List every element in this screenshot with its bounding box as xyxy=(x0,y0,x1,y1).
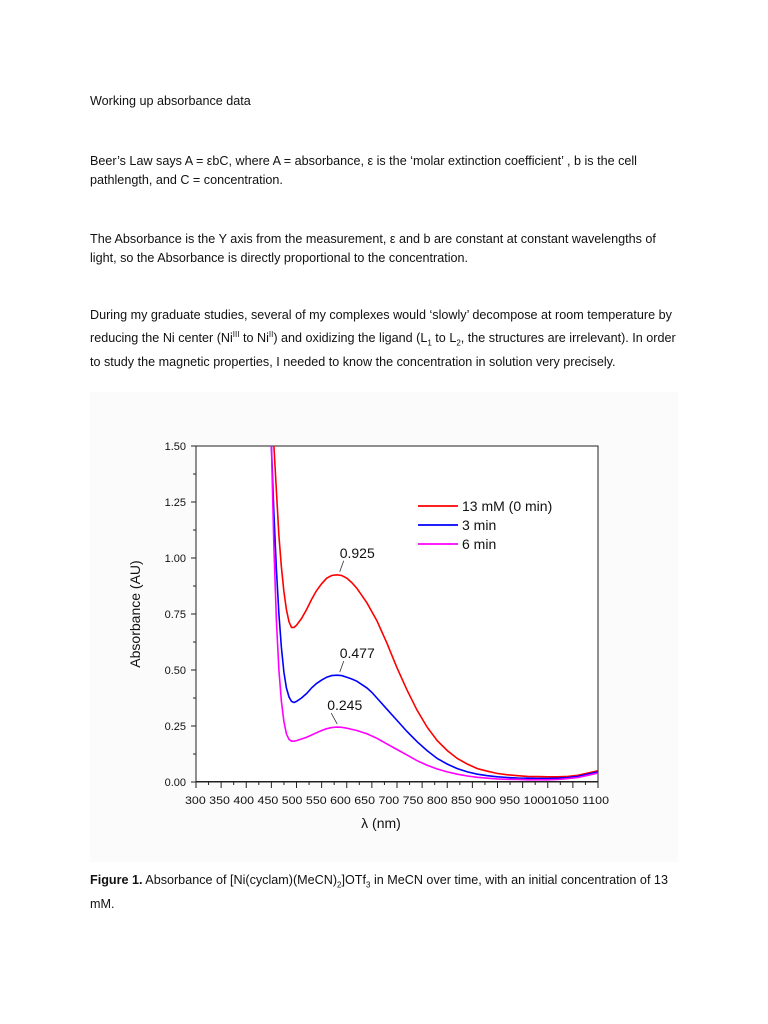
figure-caption xyxy=(90,871,682,914)
annotation-label: 0.925 xyxy=(339,544,375,561)
y-axis-title: Absorbance (AU) xyxy=(127,560,143,668)
annotation-label: 0.477 xyxy=(339,645,375,662)
ligand-subscript-2: 2 xyxy=(456,338,461,348)
y-tick-label: 0.75 xyxy=(164,609,186,621)
absorbance-chart xyxy=(90,392,678,862)
caption-subscript-2: 3 xyxy=(366,880,371,890)
y-tick-label: 1.00 xyxy=(164,553,186,565)
y-tick-label: 1.50 xyxy=(164,441,186,453)
plot-frame xyxy=(196,446,598,782)
caption-text-c: in MeCN over time, with an initial concentration of 13 mM. xyxy=(90,873,668,911)
legend-label: 13 mM (0 min) xyxy=(462,498,553,514)
absorbance-paragraph: The Absorbance is the Y axis from the measurement, ε and b are constant at constant wavelengths of light, so the Absorbance is directly proportional to the concentration. xyxy=(90,232,656,265)
annotation-label: 0.245 xyxy=(327,697,363,714)
caption-text-b: ]OTf xyxy=(341,873,366,887)
p3-text-b: to Ni xyxy=(239,331,269,346)
graduate-studies-paragraph xyxy=(90,306,682,372)
p3-text-e: , the structures are irrelevant). In order to study the magnetic properties, I needed to know the concentration in solution very precisely. xyxy=(90,331,676,369)
y-tick-label: 1.25 xyxy=(164,497,186,509)
caption-subscript-1: 2 xyxy=(337,880,342,890)
p3-text-d: to L xyxy=(431,331,457,346)
oxidation-state-iii: III xyxy=(232,330,240,339)
caption-text-a: Absorbance of [Ni(cyclam)(MeCN) xyxy=(142,873,338,887)
p3-text-a: During my graduate studies, several of my complexes would ‘slowly’ decompose at room temperature by reducing the Ni center (Ni xyxy=(90,308,672,346)
oxidation-state-ii: II xyxy=(268,330,274,339)
beers-law-paragraph: Beer’s Law says A = εbC, where A = absorbance, ε is the ‘molar extinction coefficient’ , b is the cell pathlength, and C = concentration. xyxy=(90,154,637,187)
legend-label: 6 min xyxy=(462,536,497,552)
y-tick-label: 0.00 xyxy=(164,777,186,789)
document-title: Working up absorbance data xyxy=(90,94,251,108)
figure-label: Figure 1. xyxy=(90,873,143,887)
y-tick-label: 0.50 xyxy=(164,665,186,677)
x-tick-labels: 300 350 400 450 500 550 600 650 700 750 800 850 900 950 10001050 1100 xyxy=(185,795,609,807)
legend-label: 3 min xyxy=(462,517,497,533)
ligand-subscript-1: 1 xyxy=(427,338,432,348)
p3-text-c: ) and oxidizing the ligand (L xyxy=(273,331,428,346)
y-tick-label: 0.25 xyxy=(164,721,186,733)
x-axis-title: λ (nm) xyxy=(361,815,401,831)
chart-svg xyxy=(90,392,678,862)
